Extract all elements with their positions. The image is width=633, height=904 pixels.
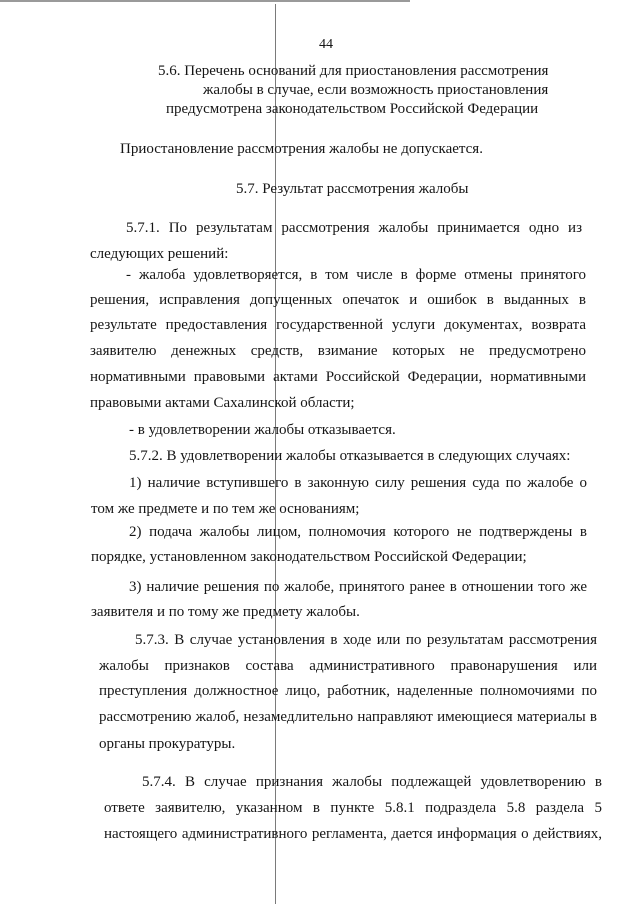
scan-top-edge bbox=[0, 0, 410, 2]
case-3-line-2: заявителя и по тому же предмету жалобы. bbox=[91, 604, 360, 620]
p-5-7-1-line-1: 5.7.1. По результатам рассмотрения жалобы принимается одно из bbox=[126, 220, 582, 236]
p-5-7-3-line-1: 5.7.3. В случае установления в ходе или по результатам рассмотрения bbox=[135, 632, 597, 648]
section-5-6-heading-line-3: предусмотрена законодательством Российской Федерации bbox=[166, 101, 539, 117]
p-5-7-4-line-1: 5.7.4. В случае признания жалобы подлежащей удовлетворению в bbox=[142, 774, 602, 790]
p-5-7-3-line-3: преступления должностное лицо, работник, наделенные полномочиями по bbox=[99, 683, 597, 699]
case-3-line-1: 3) наличие решения по жалобе, принятого ранее в отношении того же bbox=[129, 579, 587, 595]
item-satisfied-line-6: правовыми актами Сахалинской области; bbox=[90, 395, 355, 411]
section-5-6-heading-line-2: жалобы в случае, если возможность приостановления bbox=[203, 82, 549, 98]
item-satisfied-line-1: - жалоба удовлетворяется, в том числе в форме отмены принятого bbox=[126, 267, 586, 283]
p-5-7-3-line-5: органы прокуратуры. bbox=[99, 736, 236, 752]
section-5-6-text: Приостановление рассмотрения жалобы не допускается. bbox=[120, 141, 483, 157]
item-satisfied-line-2: решения, исправления допущенных опечаток и ошибок в выданных в bbox=[90, 292, 586, 308]
section-5-7-heading: 5.7. Результат рассмотрения жалобы bbox=[236, 181, 469, 197]
p-5-7-3-line-4: рассмотрению жалоб, незамедлительно направляют имеющиеся материалы в bbox=[99, 709, 597, 725]
case-1-line-2: том же предмете и по тем же основаниям; bbox=[91, 501, 360, 517]
p-5-7-4-line-3: настоящего административного регламента, дается информация о действиях, bbox=[104, 826, 602, 842]
p-5-7-4-line-2: ответе заявителю, указанном в пункте 5.8.1 подраздела 5.8 раздела 5 bbox=[104, 800, 602, 816]
case-2-line-1: 2) подача жалобы лицом, полномочия которого не подтверждены в bbox=[129, 524, 587, 540]
p-5-7-1-line-2: следующих решений: bbox=[90, 246, 229, 262]
item-satisfied-line-5: нормативными правовыми актами Российской Федерации, нормативными bbox=[90, 369, 586, 385]
p-5-7-2: 5.7.2. В удовлетворении жалобы отказывается в следующих случаях: bbox=[129, 448, 571, 464]
section-5-6-heading-line-1: 5.6. Перечень оснований для приостановления рассмотрения bbox=[158, 63, 549, 79]
item-satisfied-line-4: заявителю денежных средств, взимание которых не предусмотрено bbox=[90, 343, 586, 359]
page-number: 44 bbox=[319, 37, 333, 52]
p-5-7-3-line-2: жалобы признаков состава административного правонарушения или bbox=[99, 658, 597, 674]
item-refused: - в удовлетворении жалобы отказывается. bbox=[129, 422, 396, 438]
case-2-line-2: порядке, установленном законодательством Российской Федерации; bbox=[91, 549, 527, 565]
case-1-line-1: 1) наличие вступившего в законную силу решения суда по жалобе о bbox=[129, 475, 587, 491]
item-satisfied-line-3: результате предоставления государственной услуги документах, возврата bbox=[90, 317, 586, 333]
